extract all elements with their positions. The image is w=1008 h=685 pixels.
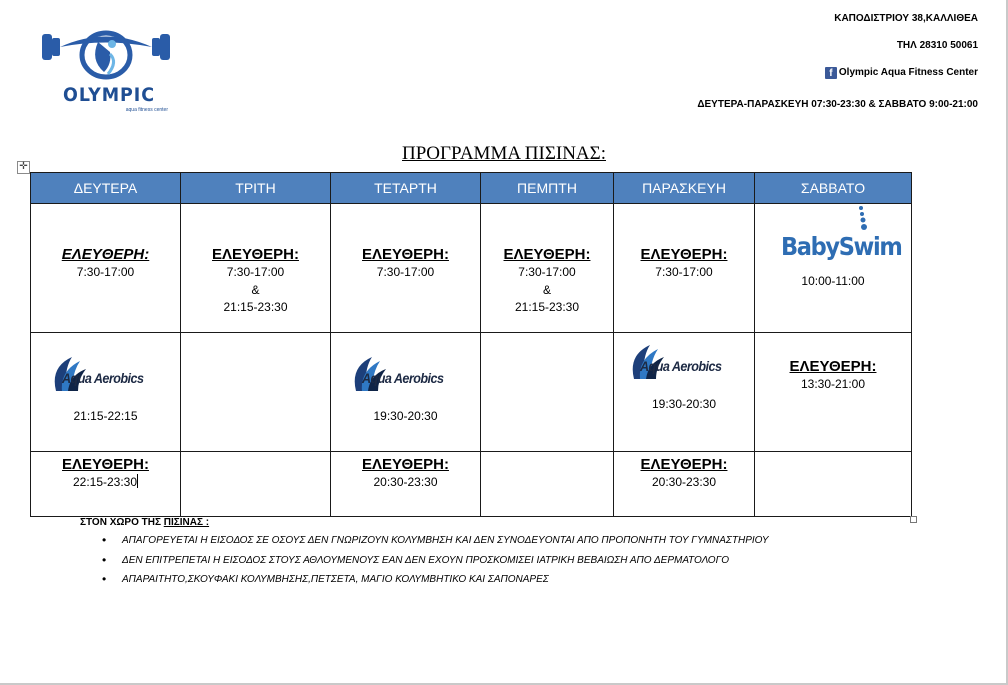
day-header: ΣΑΒΒΑΤΟ — [755, 173, 912, 204]
table-cell — [755, 333, 912, 452]
opening-hours: ΔΕΥΤΕΡΑ-ΠΑΡΑΣΚΕΥΗ 07:30-23:30 & ΣΑΒΒΑΤΟ 9:00-21:00 — [697, 99, 978, 110]
day-header: ΔΕΥΤΕΡΑ — [31, 173, 181, 204]
rules-list — [100, 531, 769, 590]
table-cell — [181, 204, 331, 333]
table-cell — [614, 333, 755, 452]
free-swim-label: ΕΛΕΥΘΕΡΗ: — [212, 246, 299, 263]
and-separator: & — [542, 282, 551, 297]
address: ΚΑΠΟΔΙΣΤΡΙΟΥ 38,ΚΑΛΛΙΘΕΑ — [834, 13, 978, 24]
time-slot: 13:30-21:00 — [800, 377, 866, 391]
logo-tagline: aqua fitness center — [125, 107, 168, 113]
time-slot: 7:30-17:00 — [376, 265, 435, 279]
day-header: ΤΕΤΑΡΤΗ — [331, 173, 481, 204]
time-slot: 19:30-20:30 — [651, 397, 717, 411]
list-item: • ΔΕΝ ΕΠΙΤΡΕΠΕΤΑΙ Η ΕΙΣΟΔΟΣ ΣΤΟΥΣ ΑΘΛΟΥΜΕΝΟΥΣ ΕΑΝ ΔΕΝ ΕΧΟΥΝ ΠΡΟΣΚΟΜΙΣΕΙ ΙΑΤΡΙΚΗ ΒΕΒΑΙΩΣΗ ΑΠΟ ΔΕΡΜΑΤΟΛΟΓΟ — [100, 551, 769, 571]
time-slot: 20:30-23:30 — [651, 475, 717, 489]
time-slot: 7:30-17:00 — [518, 265, 576, 279]
day-header: ΤΡΙΤΗ — [181, 173, 331, 204]
table-cell — [331, 204, 481, 333]
page-title: ΠΡΟΓΡΑΜΜΑ ΠΙΣΙΝΑΣ: — [402, 143, 606, 164]
babyswim-logo — [777, 204, 902, 262]
aqua-aerobics-logo — [50, 353, 162, 395]
dumbbell-icon — [38, 28, 174, 88]
facebook-line — [825, 67, 978, 79]
aqua-aerobics-wordmark: Aqua Aerobics — [61, 370, 143, 386]
time-slot: 22:15-23:30 — [72, 475, 138, 489]
free-swim-label: ΕΛΕΥΘΕΡΗ: — [640, 246, 728, 263]
free-swim-label: ΕΛΕΥΘΕΡΗ: — [640, 456, 728, 473]
table-cell — [755, 204, 912, 333]
aqua-aerobics-logo — [628, 341, 740, 383]
table-row — [31, 452, 912, 517]
table-row — [31, 333, 912, 452]
table-cell — [331, 452, 481, 517]
table-resize-handle[interactable] — [910, 516, 917, 523]
table-cell — [614, 204, 755, 333]
time-slot: 20:30-23:30 — [373, 475, 438, 489]
aqua-aerobics-wordmark: Aqua Aerobics — [361, 370, 443, 386]
babyswim-wordmark: BabySwim — [781, 232, 902, 261]
free-swim-label: ΕΛΕΥΘΕΡΗ: — [362, 456, 449, 473]
table-cell — [31, 204, 181, 333]
table-cell — [481, 204, 614, 333]
text-cursor — [137, 474, 138, 488]
facebook-page-name: Olympic Aqua Fitness Center — [838, 67, 978, 78]
time-slot: 21:15-22:15 — [73, 409, 138, 423]
table-cell — [755, 452, 912, 517]
free-swim-label: ΕΛΕΥΘΕΡΗ: — [362, 246, 449, 263]
table-cell — [181, 452, 331, 517]
table-cell — [181, 333, 331, 452]
free-swim-label: ΕΛΕΥΘΕΡΗ: — [61, 246, 150, 263]
free-swim-label: ΕΛΕΥΘΕΡΗ: — [789, 358, 877, 375]
list-item: • ΑΠΑΡΑΙΤΗΤΟ,ΣΚΟΥΦΑΚΙ ΚΟΛΥΜΒΗΣΗΣ,ΠΕΤΣΕΤΑ, ΜΑΓΙΟ ΚΟΛΥΜΒΗΤΙΚΟ ΚΑΙ ΣΑΠΟΝΑΡΕΣ — [100, 570, 769, 590]
aqua-aerobics-logo — [350, 353, 462, 395]
table-cell — [481, 333, 614, 452]
free-swim-label: ΕΛΕΥΘΕΡΗ: — [62, 456, 149, 473]
day-header: ΠΕΜΠΤΗ — [481, 173, 614, 204]
facebook-icon: f — [825, 67, 837, 79]
time-slot: 7:30-17:00 — [655, 265, 713, 279]
time-slot: 7:30-17:00 — [226, 265, 285, 279]
table-cell — [331, 333, 481, 452]
list-item: • ΑΠΑΓΟΡΕΥΕΤΑΙ Η ΕΙΣΟΔΟΣ ΣΕ ΟΣΟΥΣ ΔΕΝ ΓΝΩΡΙΖΟΥΝ ΚΟΛΥΜΒΗΣΗ ΚΑΙ ΔΕΝ ΣΥΝΟΔΕΥΟΝΤΑΙ ΑΠΟ ΠΡΟΠΟΝΗΤΗ ΤΟΥ ΓΥΜΝΑΣΤΗΡΙΟΥ — [100, 531, 769, 551]
aqua-aerobics-wordmark: Aqua Aerobics — [640, 358, 722, 374]
olympic-logo — [38, 28, 174, 114]
table-cell — [481, 452, 614, 517]
table-cell — [31, 452, 181, 517]
and-separator: & — [251, 282, 260, 297]
day-header: ΠΑΡΑΣΚΕΥΗ — [614, 173, 755, 204]
time-slot: 10:00-11:00 — [801, 274, 865, 288]
time-slot: 21:15-23:30 — [514, 300, 580, 314]
table-cell — [614, 452, 755, 517]
pool-schedule-table — [30, 172, 912, 517]
time-slot: 7:30-17:00 — [76, 265, 135, 279]
table-header-row — [31, 173, 912, 204]
notes-heading: ΣΤΟΝ ΧΩΡΟ ΤΗΣ ΠΙΣΙΝΑΣ : — [80, 517, 210, 528]
time-slot: 21:15-23:30 — [223, 300, 288, 314]
table-cell — [31, 333, 181, 452]
free-swim-label: ΕΛΕΥΘΕΡΗ: — [503, 246, 591, 263]
time-slot: 19:30-20:30 — [373, 409, 438, 423]
table-row — [31, 204, 912, 333]
table-move-handle[interactable]: ✛ — [17, 161, 30, 174]
logo-wordmark: OLYMPIC — [63, 84, 155, 106]
phone: ΤΗΛ 28310 50061 — [896, 40, 978, 51]
